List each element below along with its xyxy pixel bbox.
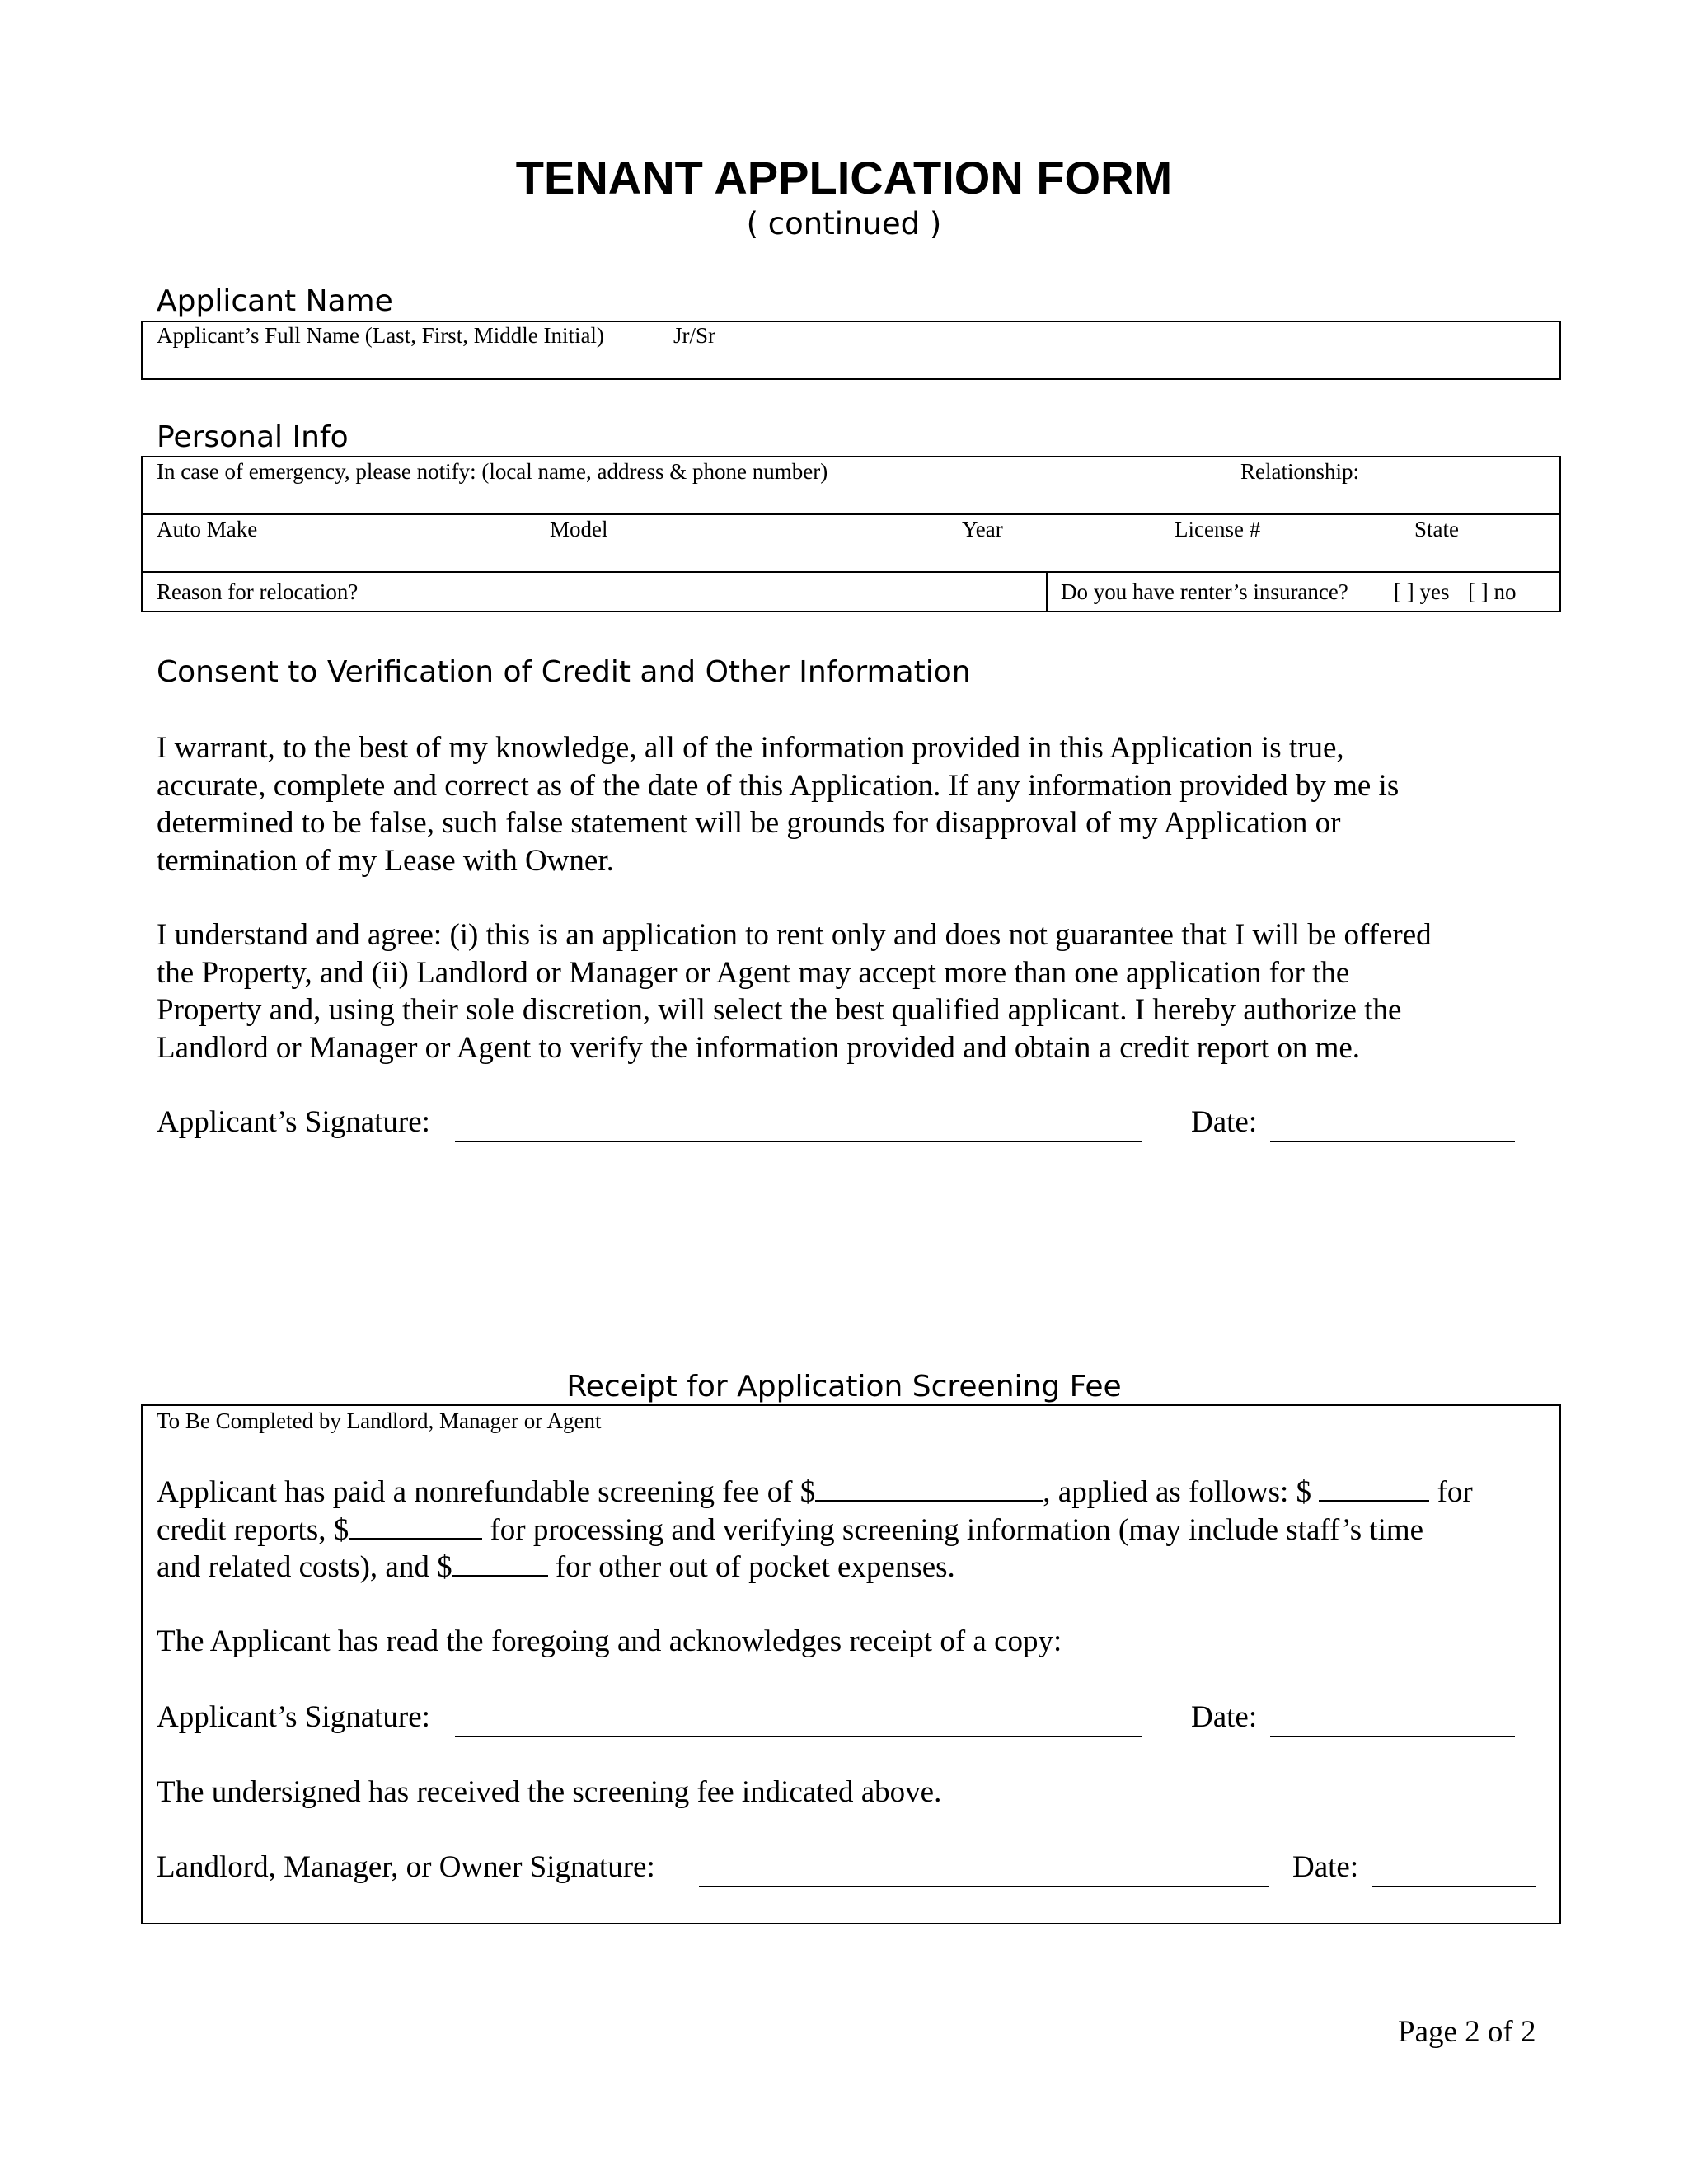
fee-line-1-text-b: , applied as follows: $ xyxy=(1043,1475,1312,1509)
personal-info-heading: Personal Info xyxy=(157,420,349,454)
fee-line-3-text-a: and related costs), and $ xyxy=(157,1550,452,1584)
fee-line-3 xyxy=(157,1549,1473,1586)
relocation-reason-label: Reason for relocation? xyxy=(157,579,359,604)
fee-line-1 xyxy=(157,1474,1473,1511)
landlord-signature-line[interactable] xyxy=(699,1886,1269,1887)
personal-info-column-divider xyxy=(1046,571,1048,612)
landlord-signature-label: Landlord, Manager, or Owner Signature: xyxy=(157,1850,655,1884)
insurance-yes-checkbox[interactable]: [ ] yes xyxy=(1394,579,1450,604)
fee-line-1-text-a: Applicant has paid a nonrefundable screening fee of $ xyxy=(157,1475,816,1509)
consent-p1-line: I warrant, to the best of my knowledge, all of the information provided in this Application is true, xyxy=(157,731,1344,765)
applicant-name-heading: Applicant Name xyxy=(157,284,393,318)
fee-line-2-text-b: for processing and verifying screening information (may include staff’s time xyxy=(490,1512,1424,1547)
state-label: State xyxy=(1414,517,1459,541)
consent-date-label: Date: xyxy=(1191,1105,1258,1139)
consent-p1-line: accurate, complete and correct as of the date of this Application. If any information provided by me is xyxy=(157,768,1400,803)
license-label: License # xyxy=(1175,517,1261,541)
receipt-applicant-signature-label: Applicant’s Signature: xyxy=(157,1700,430,1734)
fee-paragraph xyxy=(157,1474,1473,1586)
relationship-label: Relationship: xyxy=(1240,459,1359,484)
receipt-applicant-date-line[interactable] xyxy=(1270,1736,1515,1737)
consent-p2-line: Property and, using their sole discretion, will select the best qualified applicant. I hereby authorize the xyxy=(157,993,1402,1027)
applicant-full-name-label: Applicant’s Full Name (Last, First, Middle Initial) xyxy=(157,323,604,348)
personal-info-divider-1 xyxy=(141,513,1561,515)
receipt-applicant-date-label: Date: xyxy=(1191,1700,1258,1734)
consent-heading: Consent to Verification of Credit and Other Information xyxy=(157,655,971,689)
consent-date-line[interactable] xyxy=(1270,1141,1515,1142)
model-label: Model xyxy=(550,517,608,541)
other-expenses-fee-blank[interactable] xyxy=(452,1550,548,1577)
emergency-contact-field[interactable] xyxy=(148,486,1550,511)
vehicle-info-field[interactable] xyxy=(148,544,1550,569)
fee-line-1-text-c: for xyxy=(1437,1475,1473,1509)
receipt-completed-by: To Be Completed by Landlord, Manager or Agent xyxy=(157,1408,602,1433)
personal-info-divider-2 xyxy=(141,571,1561,573)
landlord-date-line[interactable] xyxy=(1372,1886,1536,1887)
fee-line-2-text-a: credit reports, $ xyxy=(157,1512,349,1547)
screening-fee-total-blank[interactable] xyxy=(815,1475,1043,1502)
jr-sr-label: Jr/Sr xyxy=(673,323,716,348)
emergency-contact-label: In case of emergency, please notify: (local name, address & phone number) xyxy=(157,459,828,484)
fee-line-2 xyxy=(157,1511,1473,1549)
page-title: TENANT APPLICATION FORM xyxy=(515,152,1173,204)
fee-line-3-text-b: for other out of pocket expenses. xyxy=(555,1550,955,1584)
page-number: Page 2 of 2 xyxy=(1398,2015,1536,2049)
consent-paragraph-2 xyxy=(157,916,1432,1066)
auto-make-label: Auto Make xyxy=(157,517,258,541)
receipt-received-text: The undersigned has received the screening fee indicated above. xyxy=(157,1775,942,1809)
year-label: Year xyxy=(962,517,1003,541)
relocation-reason-field[interactable] xyxy=(387,577,1039,608)
consent-p1-line: termination of my Lease with Owner. xyxy=(157,843,614,878)
consent-signature-line[interactable] xyxy=(455,1141,1142,1142)
processing-fee-blank[interactable] xyxy=(349,1513,482,1540)
credit-report-fee-blank[interactable] xyxy=(1319,1475,1429,1502)
consent-paragraph-1 xyxy=(157,729,1399,879)
receipt-applicant-signature-line[interactable] xyxy=(455,1736,1142,1737)
consent-p2-line: the Property, and (ii) Landlord or Manager or Agent may accept more than one application for the xyxy=(157,955,1350,990)
consent-p2-line: Landlord or Manager or Agent to verify the information provided and obtain a credit report on me. xyxy=(157,1030,1361,1065)
applicant-full-name-field[interactable] xyxy=(148,350,1550,375)
page-subtitle: ( continued ) xyxy=(746,206,942,241)
receipt-heading: Receipt for Application Screening Fee xyxy=(566,1370,1122,1404)
receipt-acknowledge-text: The Applicant has read the foregoing and acknowledges receipt of a copy: xyxy=(157,1624,1062,1658)
consent-p2-line: I understand and agree: (i) this is an application to rent only and does not guarantee that I will be offered xyxy=(157,918,1432,952)
renters-insurance-label: Do you have renter’s insurance? xyxy=(1061,579,1348,604)
insurance-no-checkbox[interactable]: [ ] no xyxy=(1468,579,1517,604)
consent-p1-line: determined to be false, such false statement will be grounds for disapproval of my Application or xyxy=(157,806,1341,840)
landlord-date-label: Date: xyxy=(1292,1850,1359,1884)
consent-signature-label: Applicant’s Signature: xyxy=(157,1105,430,1139)
